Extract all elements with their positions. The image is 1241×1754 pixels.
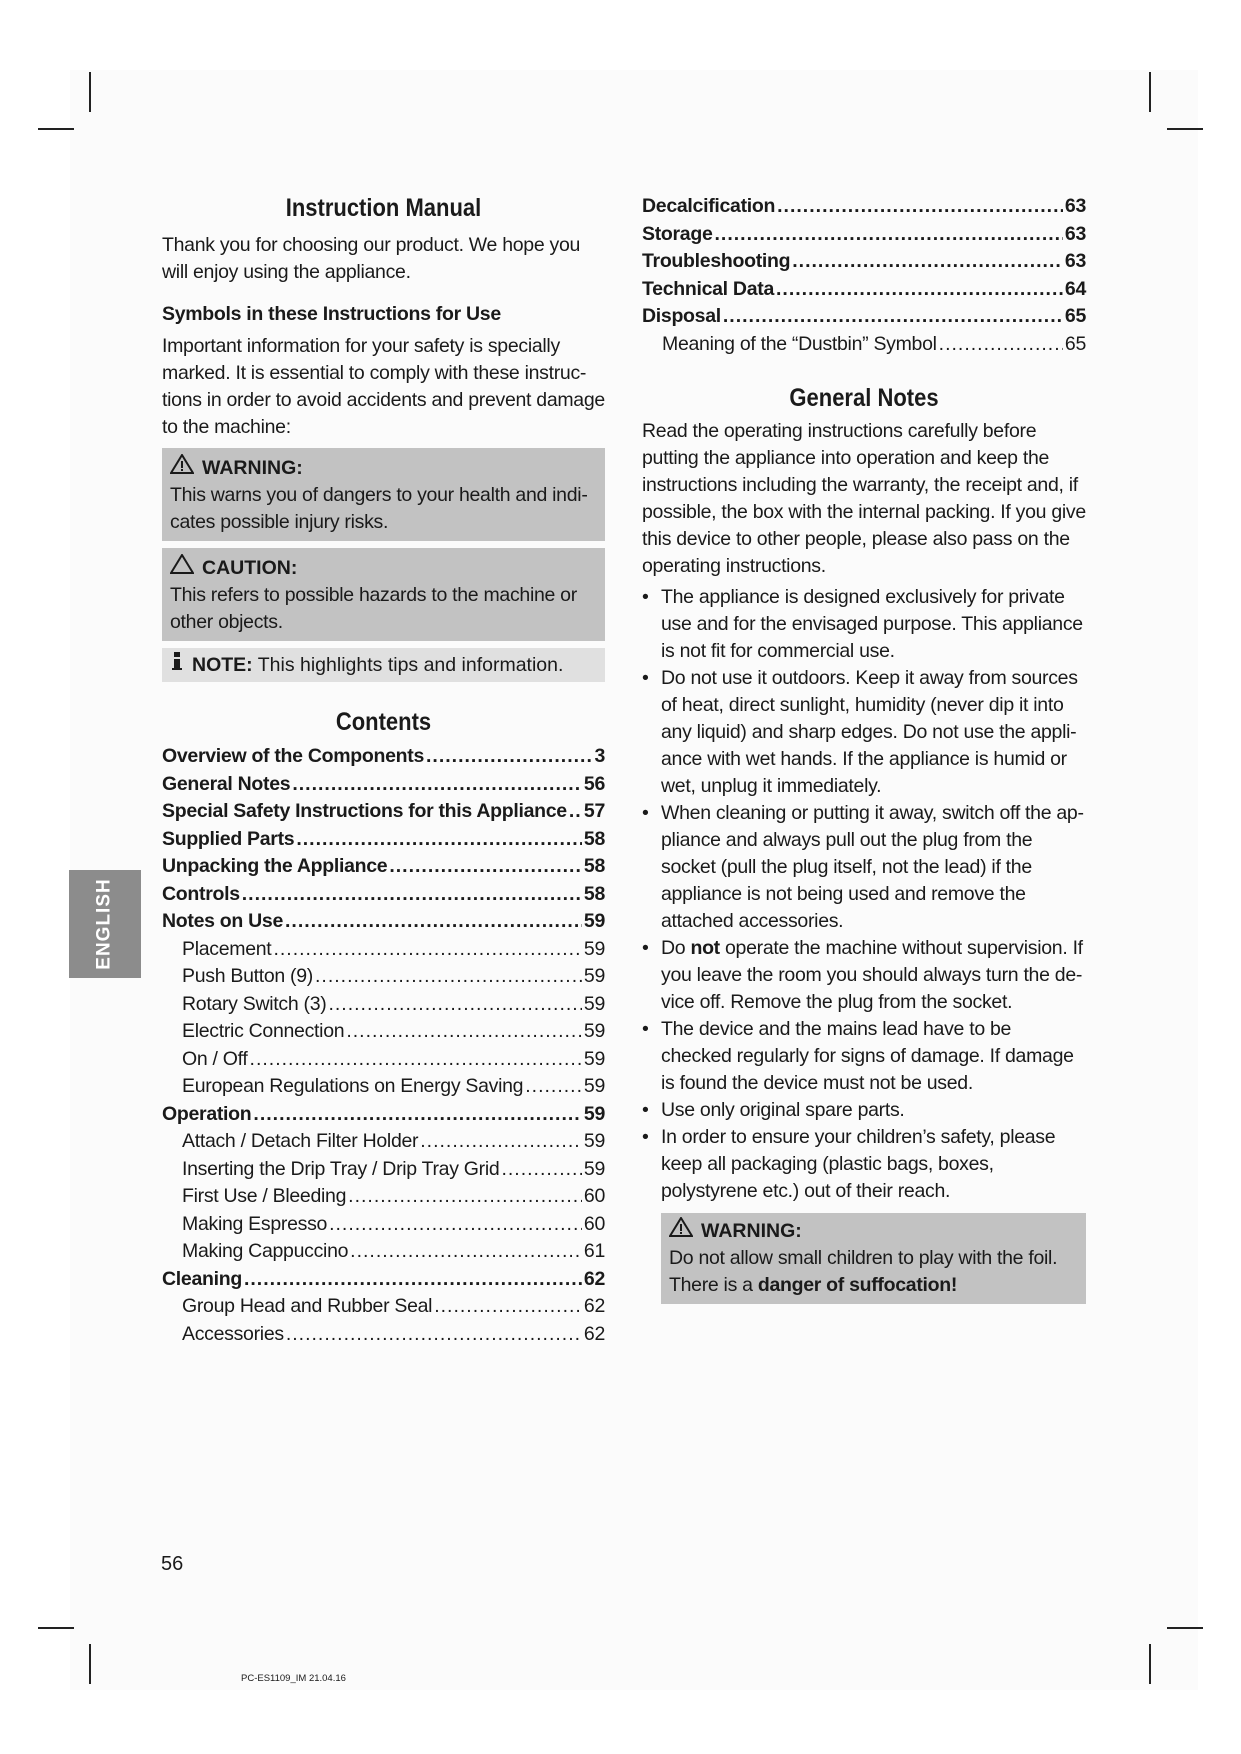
suffocation-warning-title: [669, 1217, 1078, 1245]
crop-mark: [1149, 1644, 1151, 1684]
crop-mark: [38, 1627, 74, 1629]
warning-triangle-icon: [170, 454, 194, 482]
manual-title: Instruction Manual: [285, 194, 482, 222]
toc-row[interactable]: Storage ..... 63: [642, 221, 1086, 249]
language-tab-label: ENGLISH: [94, 878, 116, 970]
toc-row[interactable]: On / Off ..... 59: [162, 1046, 605, 1074]
crop-mark: [1149, 72, 1151, 112]
list-item: • The device and the mains lead have to be checked regularly for signs of damage. If damage is found the device must not be used.: [642, 1018, 1074, 1094]
crop-mark: [89, 72, 91, 112]
right-column: [642, 193, 1086, 1304]
caution-box: [162, 548, 605, 641]
list-item: • When cleaning or putting it away, switch off the appliance and always pull out the plug from the socket (pull the plug itself, not the lead) if the appliance is not being used and remove the attached accessories.: [642, 802, 1084, 932]
toc-row[interactable]: Placement ..... 59: [162, 936, 605, 964]
symbols-heading: Symbols in these Instructions for Use: [162, 303, 501, 325]
suffocation-warning-line1: Do not allow small children to play with the foil.: [669, 1247, 1058, 1269]
list-item: • The appliance is designed exclusively for private use and for the envisaged purpose. This appliance is not fit for commercial use.: [642, 586, 1083, 662]
warning-text: This warns you of dangers to your health and indicates possible injury risks.: [170, 484, 588, 533]
toc-row[interactable]: Making Espresso ..... 60: [162, 1211, 605, 1239]
note-label: NOTE:: [192, 653, 253, 676]
crop-mark: [89, 1644, 91, 1684]
contents-list: [162, 743, 605, 1348]
general-notes-list: [642, 584, 1086, 1205]
toc-row[interactable]: Notes on Use ..... 59: [162, 908, 605, 936]
toc-row[interactable]: First Use / Bleeding ..... 60: [162, 1183, 605, 1211]
warning-title-text: WARNING:: [202, 456, 303, 479]
thanks-paragraph: Thank you for choosing our product. We hope you will enjoy using the appliance.: [162, 234, 581, 283]
toc-row[interactable]: General Notes ..... 56: [162, 771, 605, 799]
toc-row[interactable]: Inserting the Drip Tray / Drip Tray Grid ..... 59: [162, 1156, 605, 1184]
info-icon: [170, 651, 184, 679]
warning-box: [162, 448, 605, 541]
toc-row[interactable]: Rotary Switch (3) ..... 59: [162, 991, 605, 1019]
toc-row[interactable]: Technical Data ..... 64: [642, 276, 1086, 304]
toc-row[interactable]: Special Safety Instructions for this Appliance ..... 57: [162, 798, 605, 826]
warning-title: [170, 454, 597, 482]
crop-mark: [1167, 1627, 1203, 1629]
toc-row[interactable]: Overview of the Components ..... 3: [162, 743, 605, 771]
list-item: • Do not operate the machine without supervision. If you leave the room you should always turn the device off. Remove the plug from the socket.: [642, 937, 1083, 1013]
note-text: This highlights tips and information.: [257, 653, 564, 676]
note-box: [162, 648, 605, 682]
caution-title: [170, 554, 597, 582]
toc-row[interactable]: Troubleshooting ..... 63: [642, 248, 1086, 276]
toc-row[interactable]: Accessories ..... 62: [162, 1321, 605, 1349]
list-item: • In order to ensure your children’s safety, please keep all packaging (plastic bags, boxes, polystyrene etc.) out of their reach.: [642, 1126, 1056, 1202]
toc-row[interactable]: Decalcification ..... 63: [642, 193, 1086, 221]
page-number: 56: [161, 1553, 184, 1575]
suffocation-warning-title-text: WARNING:: [701, 1219, 802, 1242]
footer-code: PC-ES1109_IM 21.04.16: [241, 1673, 346, 1684]
toc-row[interactable]: Attach / Detach Filter Holder ..... 59: [162, 1128, 605, 1156]
caution-title-text: CAUTION:: [202, 556, 298, 579]
caution-text: This refers to possible hazards to the machine or other objects.: [170, 584, 577, 633]
language-tab: [69, 870, 141, 978]
suffocation-warning-line2: There is a danger of suffocation!: [669, 1274, 958, 1296]
toc-row[interactable]: Operation ..... 59: [162, 1101, 605, 1129]
toc-row[interactable]: Supplied Parts ..... 58: [162, 826, 605, 854]
toc-row[interactable]: European Regulations on Energy Saving ..... 59: [162, 1073, 605, 1101]
general-notes-intro: Read the operating instructions carefully before putting the appliance into operation and keep the instructions including the warranty, the receipt and, if possible, the box with the internal packing. If you give this device to other people, please also pass on the operating instructions.: [642, 420, 1086, 577]
list-item: • Do not use it outdoors. Keep it away from sources of heat, direct sunlight, humidity (never dip it into any liquid) and sharp edges. Do not use the appliance with wet hands. If the appliance is humid or wet, unplug it immediately.: [642, 667, 1078, 797]
warning-triangle-icon: [669, 1217, 693, 1245]
toc-row[interactable]: Making Cappuccino ..... 61: [162, 1238, 605, 1266]
suffocation-warning-box: [661, 1213, 1086, 1304]
general-notes-title: General Notes: [789, 384, 939, 412]
contents-list-continued: [642, 193, 1086, 358]
toc-row[interactable]: Controls ..... 58: [162, 881, 605, 909]
toc-row[interactable]: Group Head and Rubber Seal ..... 62: [162, 1293, 605, 1321]
toc-row[interactable]: Push Button (9) ..... 59: [162, 963, 605, 991]
caution-triangle-icon: [170, 554, 194, 582]
crop-mark: [1167, 128, 1203, 130]
left-column: [162, 190, 605, 1348]
symbols-paragraph: Important information for your safety is specially marked. It is essential to comply with these instructions in order to avoid accidents and prevent damage to the machine:: [162, 335, 605, 438]
toc-row[interactable]: Meaning of the “Dustbin” Symbol ..... 65: [642, 331, 1086, 359]
crop-mark: [38, 128, 74, 130]
toc-row[interactable]: Cleaning ..... 62: [162, 1266, 605, 1294]
toc-row[interactable]: Unpacking the Appliance ..... 58: [162, 853, 605, 881]
contents-title: Contents: [335, 708, 432, 736]
toc-row[interactable]: Disposal ..... 65: [642, 303, 1086, 331]
toc-row[interactable]: Electric Connection ..... 59: [162, 1018, 605, 1046]
list-item: • Use only original spare parts.: [642, 1099, 905, 1121]
